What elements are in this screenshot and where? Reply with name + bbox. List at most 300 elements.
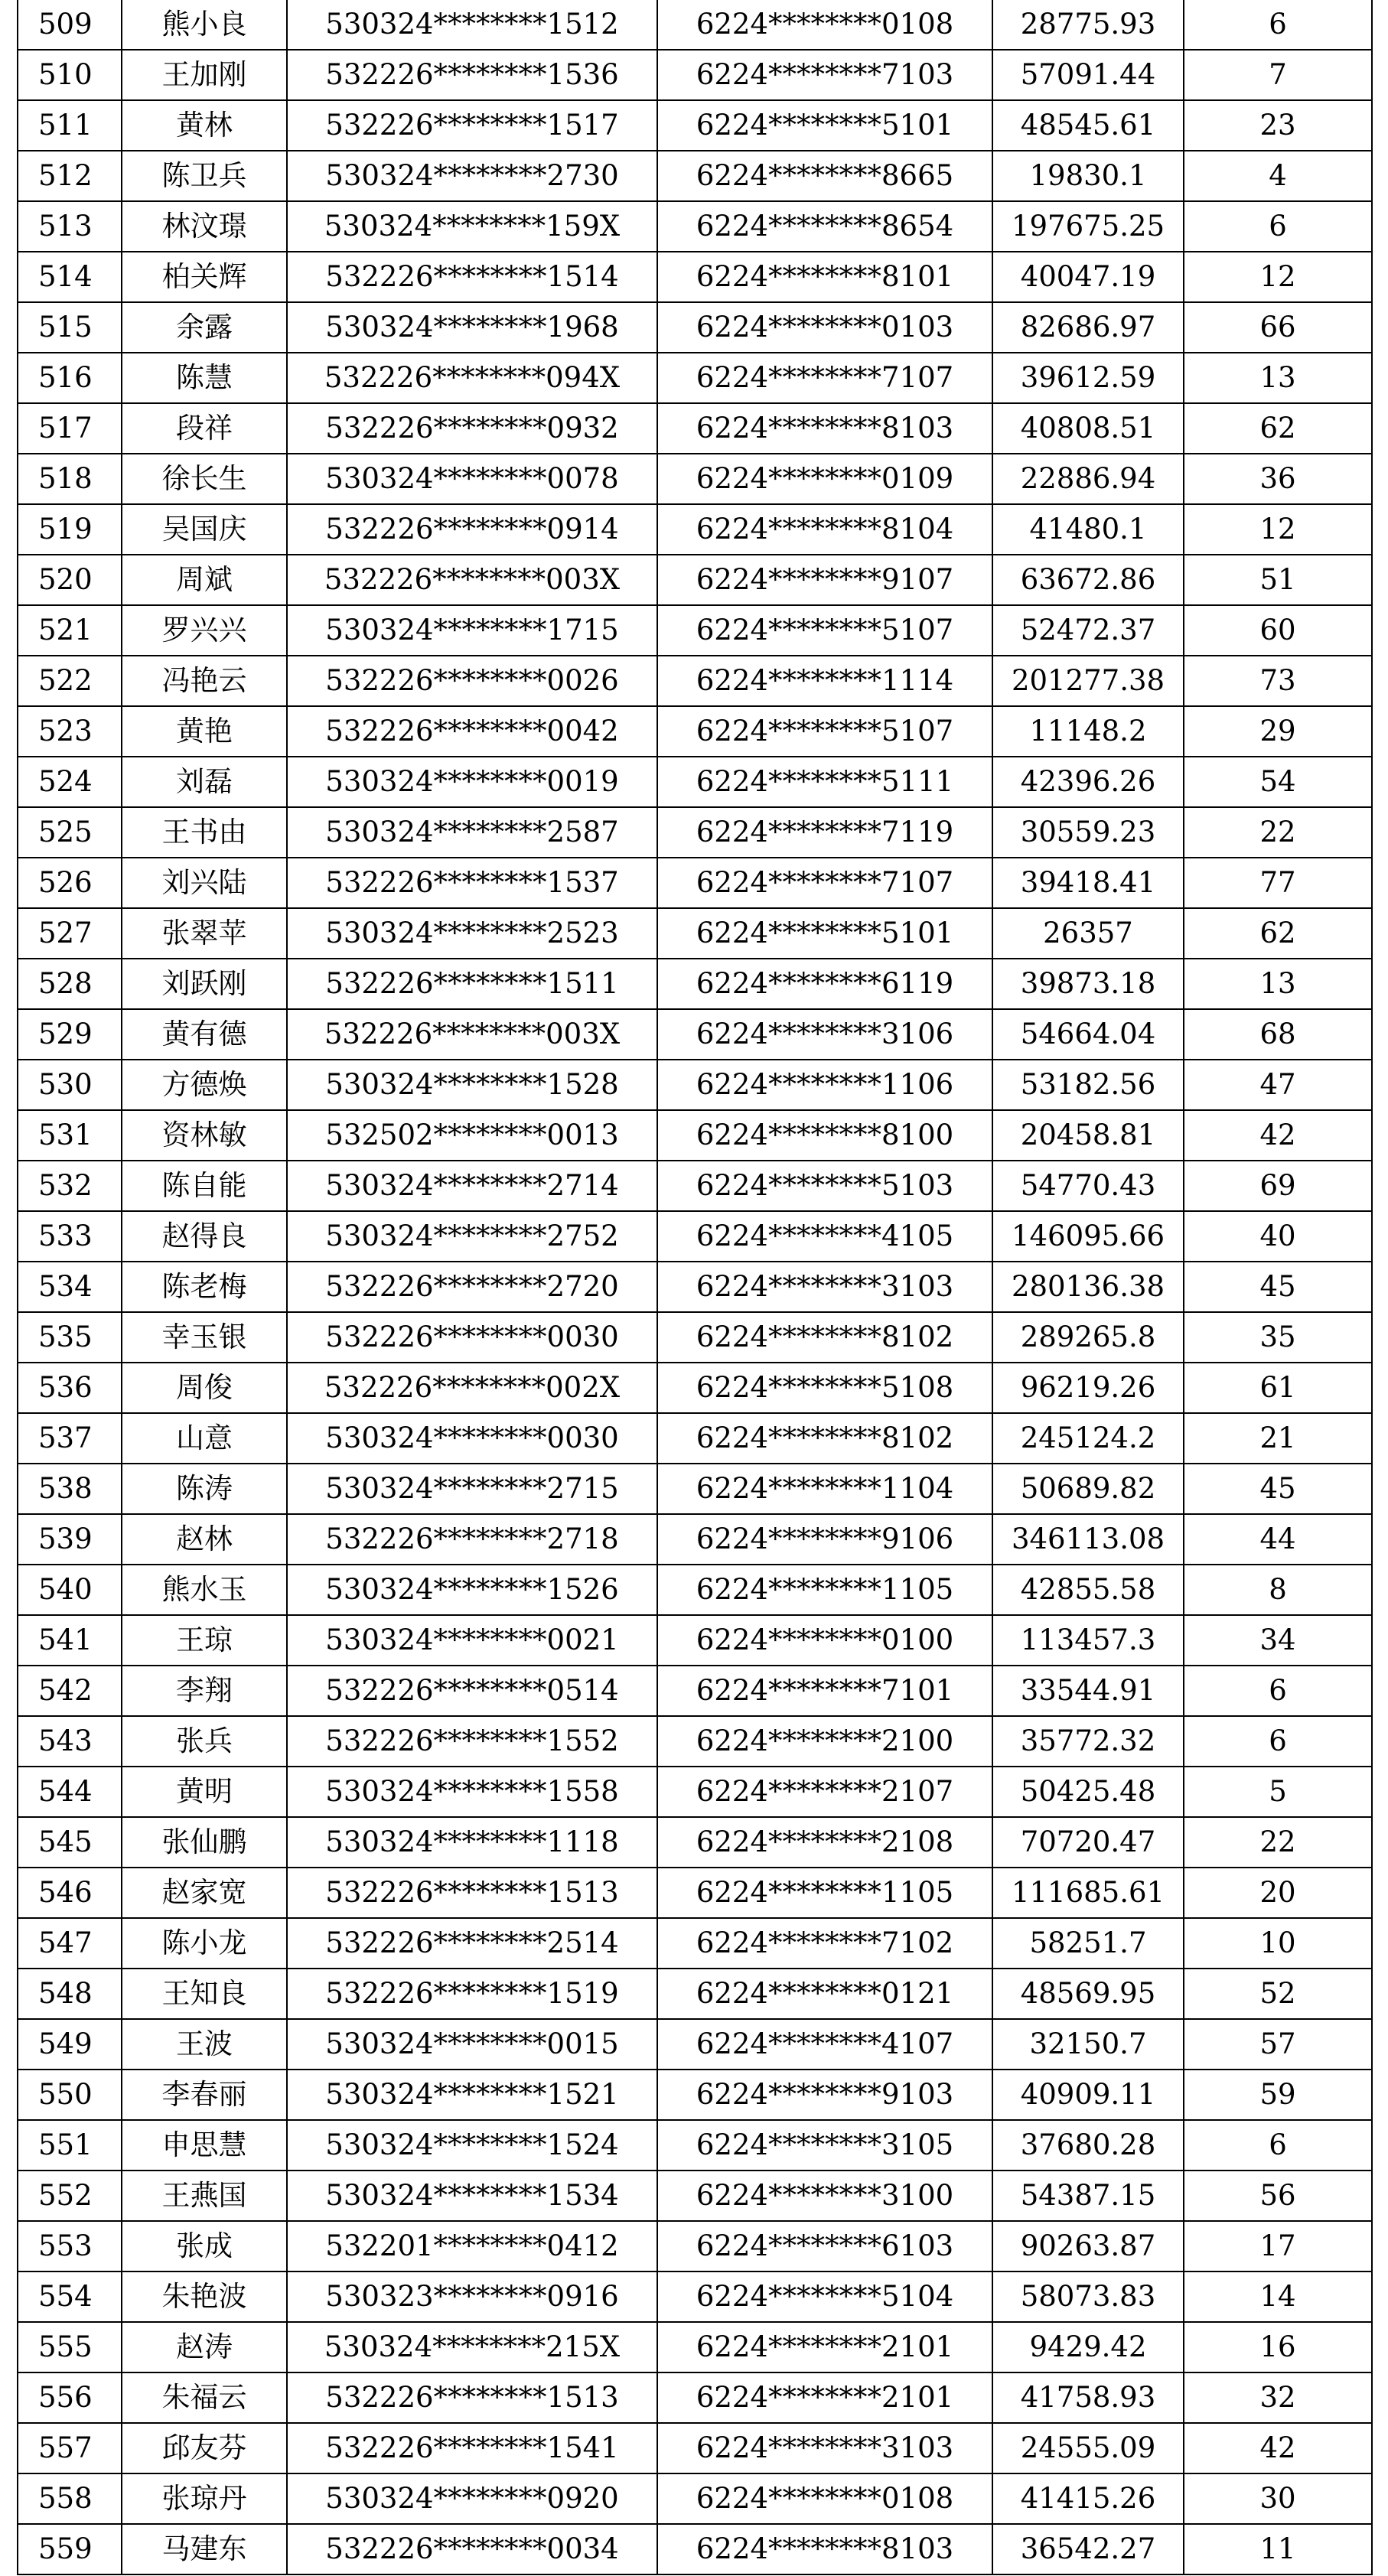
bank-account-cell: 6224********1106 <box>657 1060 992 1110</box>
row-number-cell: 515 <box>18 302 122 353</box>
table-row <box>18 252 1372 302</box>
count-cell: 7 <box>1184 50 1372 100</box>
table-row <box>18 605 1372 656</box>
id-number-cell: 530324********1715 <box>287 605 657 656</box>
name-cell: 申思慧 <box>122 2120 287 2171</box>
count-cell: 62 <box>1184 403 1372 454</box>
count-cell: 16 <box>1184 2322 1372 2372</box>
bank-account-cell: 6224********2101 <box>657 2372 992 2423</box>
table-row <box>18 1161 1372 1211</box>
table-row <box>18 757 1372 807</box>
count-cell: 4 <box>1184 151 1372 201</box>
row-number-cell: 551 <box>18 2120 122 2171</box>
table-row <box>18 1615 1372 1666</box>
row-number-cell: 543 <box>18 1716 122 1767</box>
count-cell: 34 <box>1184 1615 1372 1666</box>
table-row <box>18 1514 1372 1565</box>
table-row <box>18 2019 1372 2070</box>
row-number-cell: 553 <box>18 2221 122 2272</box>
name-cell: 幸玉银 <box>122 1312 287 1363</box>
count-cell: 14 <box>1184 2272 1372 2322</box>
id-number-cell: 532226********0932 <box>287 403 657 454</box>
table-row <box>18 100 1372 151</box>
amount-cell: 289265.8 <box>992 1312 1184 1363</box>
bank-account-cell: 6224********4107 <box>657 2019 992 2070</box>
row-number-cell: 542 <box>18 1666 122 1716</box>
id-number-cell: 530324********0078 <box>287 454 657 504</box>
count-cell: 29 <box>1184 706 1372 757</box>
name-cell: 朱福云 <box>122 2372 287 2423</box>
amount-cell: 39418.41 <box>992 858 1184 908</box>
table-row <box>18 2120 1372 2171</box>
count-cell: 54 <box>1184 757 1372 807</box>
table-row <box>18 201 1372 252</box>
id-number-cell: 530323********0916 <box>287 2272 657 2322</box>
count-cell: 59 <box>1184 2070 1372 2120</box>
table-row <box>18 1262 1372 1312</box>
bank-account-cell: 6224********8101 <box>657 252 992 302</box>
id-number-cell: 532226********1513 <box>287 1868 657 1918</box>
name-cell: 熊水玉 <box>122 1565 287 1615</box>
bank-account-cell: 6224********3106 <box>657 1009 992 1060</box>
id-number-cell: 532226********0034 <box>287 2524 657 2574</box>
name-cell: 周斌 <box>122 555 287 605</box>
name-cell: 张兵 <box>122 1716 287 1767</box>
name-cell: 周俊 <box>122 1363 287 1413</box>
row-number-cell: 522 <box>18 656 122 706</box>
amount-cell: 39873.18 <box>992 959 1184 1009</box>
table-row <box>18 908 1372 959</box>
count-cell: 11 <box>1184 2524 1372 2574</box>
count-cell: 56 <box>1184 2171 1372 2221</box>
row-number-cell: 537 <box>18 1413 122 1464</box>
table-row <box>18 1868 1372 1918</box>
id-number-cell: 530324********1528 <box>287 1060 657 1110</box>
table-row <box>18 2473 1372 2524</box>
table-row <box>18 1969 1372 2019</box>
name-cell: 张仙鹏 <box>122 1817 287 1868</box>
id-number-cell: 532226********1514 <box>287 252 657 302</box>
row-number-cell: 520 <box>18 555 122 605</box>
name-cell: 资林敏 <box>122 1110 287 1161</box>
amount-cell: 111685.61 <box>992 1868 1184 1918</box>
amount-cell: 40808.51 <box>992 403 1184 454</box>
bank-account-cell: 6224********0121 <box>657 1969 992 2019</box>
table-row <box>18 2372 1372 2423</box>
bank-account-cell: 6224********9103 <box>657 2070 992 2120</box>
name-cell: 张翠苹 <box>122 908 287 959</box>
amount-cell: 41415.26 <box>992 2473 1184 2524</box>
row-number-cell: 549 <box>18 2019 122 2070</box>
row-number-cell: 558 <box>18 2473 122 2524</box>
row-number-cell: 509 <box>18 0 122 50</box>
id-number-cell: 532226********003X <box>287 1009 657 1060</box>
bank-account-cell: 6224********5111 <box>657 757 992 807</box>
id-number-cell: 530324********1534 <box>287 2171 657 2221</box>
table-row <box>18 1211 1372 1262</box>
amount-cell: 39612.59 <box>992 353 1184 403</box>
row-number-cell: 556 <box>18 2372 122 2423</box>
table-row <box>18 1716 1372 1767</box>
name-cell: 刘磊 <box>122 757 287 807</box>
table-row <box>18 454 1372 504</box>
table-row <box>18 1413 1372 1464</box>
name-cell: 朱艳波 <box>122 2272 287 2322</box>
name-cell: 李翔 <box>122 1666 287 1716</box>
bank-account-cell: 6224********5107 <box>657 706 992 757</box>
row-number-cell: 524 <box>18 757 122 807</box>
bank-account-cell: 6224********3103 <box>657 2423 992 2473</box>
row-number-cell: 552 <box>18 2171 122 2221</box>
id-number-cell: 530324********0030 <box>287 1413 657 1464</box>
bank-account-cell: 6224********8104 <box>657 504 992 555</box>
amount-cell: 41758.93 <box>992 2372 1184 2423</box>
count-cell: 32 <box>1184 2372 1372 2423</box>
row-number-cell: 525 <box>18 807 122 858</box>
name-cell: 赵家宽 <box>122 1868 287 1918</box>
row-number-cell: 513 <box>18 201 122 252</box>
row-number-cell: 516 <box>18 353 122 403</box>
id-number-cell: 530324********2752 <box>287 1211 657 1262</box>
table-row <box>18 1565 1372 1615</box>
count-cell: 30 <box>1184 2473 1372 2524</box>
name-cell: 余露 <box>122 302 287 353</box>
name-cell: 方德焕 <box>122 1060 287 1110</box>
id-number-cell: 532226********2718 <box>287 1514 657 1565</box>
id-number-cell: 532226********2720 <box>287 1262 657 1312</box>
row-number-cell: 533 <box>18 1211 122 1262</box>
name-cell: 陈小龙 <box>122 1918 287 1969</box>
amount-cell: 32150.7 <box>992 2019 1184 2070</box>
data-table <box>17 0 1373 2575</box>
row-number-cell: 546 <box>18 1868 122 1918</box>
count-cell: 17 <box>1184 2221 1372 2272</box>
table-row <box>18 858 1372 908</box>
count-cell: 61 <box>1184 1363 1372 1413</box>
id-number-cell: 530324********0021 <box>287 1615 657 1666</box>
amount-cell: 41480.1 <box>992 504 1184 555</box>
amount-cell: 40047.19 <box>992 252 1184 302</box>
id-number-cell: 532226********1513 <box>287 2372 657 2423</box>
amount-cell: 9429.42 <box>992 2322 1184 2372</box>
row-number-cell: 557 <box>18 2423 122 2473</box>
row-number-cell: 554 <box>18 2272 122 2322</box>
bank-account-cell: 6224********1105 <box>657 1868 992 1918</box>
table-row <box>18 1009 1372 1060</box>
amount-cell: 245124.2 <box>992 1413 1184 1464</box>
amount-cell: 36542.27 <box>992 2524 1184 2574</box>
row-number-cell: 517 <box>18 403 122 454</box>
name-cell: 王波 <box>122 2019 287 2070</box>
count-cell: 35 <box>1184 1312 1372 1363</box>
bank-account-cell: 6224********0103 <box>657 302 992 353</box>
table-row <box>18 959 1372 1009</box>
count-cell: 6 <box>1184 201 1372 252</box>
count-cell: 21 <box>1184 1413 1372 1464</box>
id-number-cell: 530324********2523 <box>287 908 657 959</box>
table-row <box>18 2524 1372 2574</box>
name-cell: 刘跃刚 <box>122 959 287 1009</box>
name-cell: 马建东 <box>122 2524 287 2574</box>
bank-account-cell: 6224********2100 <box>657 1716 992 1767</box>
amount-cell: 146095.66 <box>992 1211 1184 1262</box>
amount-cell: 42855.58 <box>992 1565 1184 1615</box>
amount-cell: 280136.38 <box>992 1262 1184 1312</box>
amount-cell: 197675.25 <box>992 201 1184 252</box>
name-cell: 王琼 <box>122 1615 287 1666</box>
id-number-cell: 530324********2714 <box>287 1161 657 1211</box>
count-cell: 10 <box>1184 1918 1372 1969</box>
count-cell: 62 <box>1184 908 1372 959</box>
name-cell: 黄有德 <box>122 1009 287 1060</box>
row-number-cell: 539 <box>18 1514 122 1565</box>
bank-account-cell: 6224********3100 <box>657 2171 992 2221</box>
amount-cell: 48545.61 <box>992 100 1184 151</box>
count-cell: 42 <box>1184 2423 1372 2473</box>
amount-cell: 201277.38 <box>992 656 1184 706</box>
id-number-cell: 532226********1537 <box>287 858 657 908</box>
id-number-cell: 530324********159X <box>287 201 657 252</box>
id-number-cell: 532226********1519 <box>287 1969 657 2019</box>
table-row <box>18 2423 1372 2473</box>
bank-account-cell: 6224********5101 <box>657 908 992 959</box>
bank-account-cell: 6224********8665 <box>657 151 992 201</box>
row-number-cell: 547 <box>18 1918 122 1969</box>
name-cell: 陈卫兵 <box>122 151 287 201</box>
bank-account-cell: 6224********7103 <box>657 50 992 100</box>
id-number-cell: 532226********1541 <box>287 2423 657 2473</box>
name-cell: 黄林 <box>122 100 287 151</box>
bank-account-cell: 6224********5101 <box>657 100 992 151</box>
amount-cell: 52472.37 <box>992 605 1184 656</box>
id-number-cell: 530324********1526 <box>287 1565 657 1615</box>
bank-account-cell: 6224********0108 <box>657 0 992 50</box>
amount-cell: 57091.44 <box>992 50 1184 100</box>
name-cell: 柏关辉 <box>122 252 287 302</box>
count-cell: 42 <box>1184 1110 1372 1161</box>
id-number-cell: 532226********1511 <box>287 959 657 1009</box>
bank-account-cell: 6224********2108 <box>657 1817 992 1868</box>
id-number-cell: 532226********1517 <box>287 100 657 151</box>
row-number-cell: 510 <box>18 50 122 100</box>
table-row <box>18 1767 1372 1817</box>
amount-cell: 22886.94 <box>992 454 1184 504</box>
name-cell: 吴国庆 <box>122 504 287 555</box>
amount-cell: 50425.48 <box>992 1767 1184 1817</box>
name-cell: 山意 <box>122 1413 287 1464</box>
amount-cell: 53182.56 <box>992 1060 1184 1110</box>
row-number-cell: 540 <box>18 1565 122 1615</box>
table-row <box>18 1363 1372 1413</box>
name-cell: 冯艳云 <box>122 656 287 706</box>
amount-cell: 70720.47 <box>992 1817 1184 1868</box>
count-cell: 68 <box>1184 1009 1372 1060</box>
table-row <box>18 2171 1372 2221</box>
table-row <box>18 1464 1372 1514</box>
bank-account-cell: 6224********5104 <box>657 2272 992 2322</box>
name-cell: 黄明 <box>122 1767 287 1817</box>
count-cell: 22 <box>1184 807 1372 858</box>
name-cell: 林汶璟 <box>122 201 287 252</box>
row-number-cell: 548 <box>18 1969 122 2019</box>
name-cell: 赵涛 <box>122 2322 287 2372</box>
row-number-cell: 518 <box>18 454 122 504</box>
name-cell: 陈老梅 <box>122 1262 287 1312</box>
id-number-cell: 530324********2715 <box>287 1464 657 1514</box>
table-row <box>18 1918 1372 1969</box>
count-cell: 6 <box>1184 1716 1372 1767</box>
amount-cell: 82686.97 <box>992 302 1184 353</box>
table-row <box>18 403 1372 454</box>
amount-cell: 54770.43 <box>992 1161 1184 1211</box>
table-row <box>18 1060 1372 1110</box>
count-cell: 36 <box>1184 454 1372 504</box>
amount-cell: 42396.26 <box>992 757 1184 807</box>
id-number-cell: 530324********0019 <box>287 757 657 807</box>
name-cell: 王书由 <box>122 807 287 858</box>
row-number-cell: 514 <box>18 252 122 302</box>
bank-account-cell: 6224********5108 <box>657 1363 992 1413</box>
amount-cell: 58251.7 <box>992 1918 1184 1969</box>
id-number-cell: 530324********1512 <box>287 0 657 50</box>
count-cell: 66 <box>1184 302 1372 353</box>
amount-cell: 346113.08 <box>992 1514 1184 1565</box>
table-row <box>18 353 1372 403</box>
bank-account-cell: 6224********0108 <box>657 2473 992 2524</box>
count-cell: 6 <box>1184 2120 1372 2171</box>
count-cell: 20 <box>1184 1868 1372 1918</box>
table-body <box>18 0 1372 2574</box>
id-number-cell: 532226********002X <box>287 1363 657 1413</box>
amount-cell: 54387.15 <box>992 2171 1184 2221</box>
name-cell: 李春丽 <box>122 2070 287 2120</box>
id-number-cell: 530324********215X <box>287 2322 657 2372</box>
bank-account-cell: 6224********8102 <box>657 1312 992 1363</box>
amount-cell: 33544.91 <box>992 1666 1184 1716</box>
id-number-cell: 530324********1558 <box>287 1767 657 1817</box>
name-cell: 张琼丹 <box>122 2473 287 2524</box>
id-number-cell: 530324********1968 <box>287 302 657 353</box>
bank-account-cell: 6224********6119 <box>657 959 992 1009</box>
bank-account-cell: 6224********8654 <box>657 201 992 252</box>
bank-account-cell: 6224********2101 <box>657 2322 992 2372</box>
row-number-cell: 521 <box>18 605 122 656</box>
id-number-cell: 530324********1521 <box>287 2070 657 2120</box>
row-number-cell: 523 <box>18 706 122 757</box>
row-number-cell: 530 <box>18 1060 122 1110</box>
row-number-cell: 526 <box>18 858 122 908</box>
bank-account-cell: 6224********0109 <box>657 454 992 504</box>
amount-cell: 37680.28 <box>992 2120 1184 2171</box>
amount-cell: 96219.26 <box>992 1363 1184 1413</box>
amount-cell: 26357 <box>992 908 1184 959</box>
name-cell: 徐长生 <box>122 454 287 504</box>
row-number-cell: 532 <box>18 1161 122 1211</box>
table-row <box>18 1666 1372 1716</box>
table-row <box>18 2322 1372 2372</box>
bank-account-cell: 6224********1114 <box>657 656 992 706</box>
name-cell: 邱友芬 <box>122 2423 287 2473</box>
count-cell: 45 <box>1184 1464 1372 1514</box>
count-cell: 60 <box>1184 605 1372 656</box>
row-number-cell: 544 <box>18 1767 122 1817</box>
amount-cell: 35772.32 <box>992 1716 1184 1767</box>
id-number-cell: 532226********0042 <box>287 706 657 757</box>
count-cell: 52 <box>1184 1969 1372 2019</box>
id-number-cell: 532226********003X <box>287 555 657 605</box>
bank-account-cell: 6224********9107 <box>657 555 992 605</box>
table-row <box>18 302 1372 353</box>
bank-account-cell: 6224********7101 <box>657 1666 992 1716</box>
id-number-cell: 530324********2587 <box>287 807 657 858</box>
bank-account-cell: 6224********0100 <box>657 1615 992 1666</box>
row-number-cell: 519 <box>18 504 122 555</box>
id-number-cell: 532226********094X <box>287 353 657 403</box>
bank-account-cell: 6224********4105 <box>657 1211 992 1262</box>
count-cell: 6 <box>1184 0 1372 50</box>
row-number-cell: 529 <box>18 1009 122 1060</box>
count-cell: 22 <box>1184 1817 1372 1868</box>
table-row <box>18 2272 1372 2322</box>
table-row <box>18 504 1372 555</box>
id-number-cell: 530324********2730 <box>287 151 657 201</box>
row-number-cell: 550 <box>18 2070 122 2120</box>
table-row <box>18 807 1372 858</box>
amount-cell: 63672.86 <box>992 555 1184 605</box>
name-cell: 陈涛 <box>122 1464 287 1514</box>
table-row <box>18 706 1372 757</box>
id-number-cell: 530324********0015 <box>287 2019 657 2070</box>
row-number-cell: 535 <box>18 1312 122 1363</box>
count-cell: 8 <box>1184 1565 1372 1615</box>
amount-cell: 11148.2 <box>992 706 1184 757</box>
table-row <box>18 0 1372 50</box>
table-row <box>18 50 1372 100</box>
amount-cell: 30559.23 <box>992 807 1184 858</box>
amount-cell: 58073.83 <box>992 2272 1184 2322</box>
name-cell: 王加刚 <box>122 50 287 100</box>
name-cell: 王知良 <box>122 1969 287 2019</box>
bank-account-cell: 6224********7107 <box>657 353 992 403</box>
count-cell: 23 <box>1184 100 1372 151</box>
count-cell: 12 <box>1184 252 1372 302</box>
bank-account-cell: 6224********5107 <box>657 605 992 656</box>
name-cell: 段祥 <box>122 403 287 454</box>
id-number-cell: 532226********0026 <box>287 656 657 706</box>
bank-account-cell: 6224********8103 <box>657 2524 992 2574</box>
id-number-cell: 532226********1552 <box>287 1716 657 1767</box>
table-row <box>18 1110 1372 1161</box>
row-number-cell: 534 <box>18 1262 122 1312</box>
amount-cell: 20458.81 <box>992 1110 1184 1161</box>
count-cell: 5 <box>1184 1767 1372 1817</box>
amount-cell: 54664.04 <box>992 1009 1184 1060</box>
row-number-cell: 541 <box>18 1615 122 1666</box>
amount-cell: 48569.95 <box>992 1969 1184 2019</box>
bank-account-cell: 6224********1105 <box>657 1565 992 1615</box>
row-number-cell: 555 <box>18 2322 122 2372</box>
row-number-cell: 527 <box>18 908 122 959</box>
bank-account-cell: 6224********8102 <box>657 1413 992 1464</box>
count-cell: 57 <box>1184 2019 1372 2070</box>
table-row <box>18 2221 1372 2272</box>
name-cell: 黄艳 <box>122 706 287 757</box>
count-cell: 6 <box>1184 1666 1372 1716</box>
amount-cell: 24555.09 <box>992 2423 1184 2473</box>
row-number-cell: 545 <box>18 1817 122 1868</box>
row-number-cell: 528 <box>18 959 122 1009</box>
table-row <box>18 2070 1372 2120</box>
